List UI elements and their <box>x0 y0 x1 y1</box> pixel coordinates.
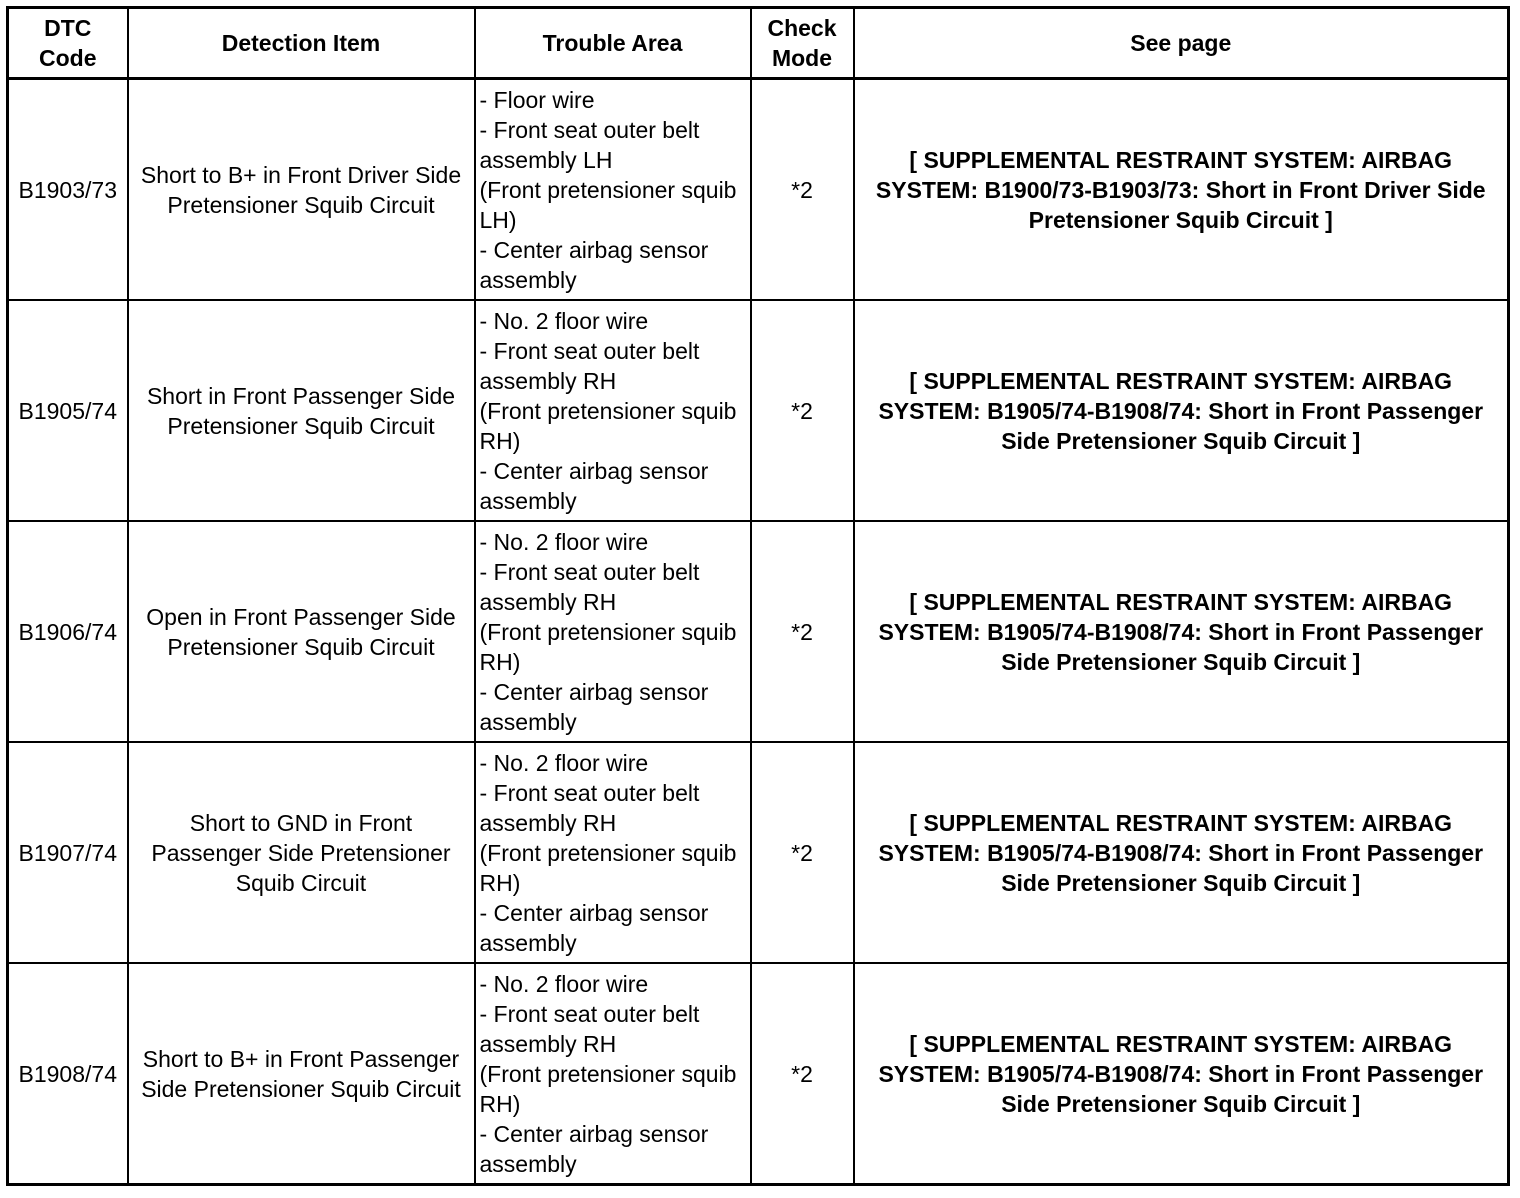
dtc-code-cell: B1905/74 <box>8 300 128 521</box>
table-row <box>8 300 1509 521</box>
trouble-area-line: (Front pretensioner squib RH) <box>479 1060 737 1117</box>
see-page-link[interactable]: [ SUPPLEMENTAL RESTRAINT SYSTEM: AIRBAG SYSTEM: B1905/74-B1908/74: Short in Front Passenger Side Pretensioner Squib Circuit ] <box>854 300 1509 521</box>
trouble-area-line: - Floor wire <box>479 86 595 113</box>
dtc-code-cell: B1908/74 <box>8 963 128 1185</box>
trouble-area-cell <box>475 79 751 301</box>
table-row <box>8 79 1509 301</box>
trouble-area-line: (Front pretensioner squib RH) <box>479 618 737 675</box>
trouble-area-line: - Center airbag sensor assembly <box>479 678 709 735</box>
trouble-area-line: - Front seat outer belt assembly RH <box>479 337 700 394</box>
table-row <box>8 521 1509 742</box>
header-dtc-code: DTC Code <box>8 8 128 79</box>
check-mode-cell: *2 <box>751 963 854 1185</box>
trouble-area-line: - No. 2 floor wire <box>479 970 649 997</box>
detection-item-cell: Short to B+ in Front Passenger Side Pretensioner Squib Circuit <box>128 963 475 1185</box>
trouble-area-cell <box>475 300 751 521</box>
trouble-area-line: (Front pretensioner squib LH) <box>479 176 737 233</box>
table-row <box>8 963 1509 1185</box>
trouble-area-cell <box>475 742 751 963</box>
header-trouble-area: Trouble Area <box>475 8 751 79</box>
detection-item-cell: Short in Front Passenger Side Pretensioner Squib Circuit <box>128 300 475 521</box>
trouble-area-cell <box>475 521 751 742</box>
trouble-area-line: - Front seat outer belt assembly LH <box>479 116 700 173</box>
trouble-area-line: - Front seat outer belt assembly RH <box>479 558 700 615</box>
check-mode-cell: *2 <box>751 742 854 963</box>
trouble-area-line: - Center airbag sensor assembly <box>479 457 709 514</box>
header-check-mode: Check Mode <box>751 8 854 79</box>
trouble-area-cell <box>475 963 751 1185</box>
table-row <box>8 742 1509 963</box>
dtc-code-cell: B1907/74 <box>8 742 128 963</box>
see-page-link[interactable]: [ SUPPLEMENTAL RESTRAINT SYSTEM: AIRBAG SYSTEM: B1905/74-B1908/74: Short in Front Passenger Side Pretensioner Squib Circuit ] <box>854 742 1509 963</box>
see-page-link[interactable]: [ SUPPLEMENTAL RESTRAINT SYSTEM: AIRBAG SYSTEM: B1900/73-B1903/73: Short in Front Driver Side Pretensioner Squib Circuit ] <box>854 79 1509 301</box>
dtc-code-cell: B1906/74 <box>8 521 128 742</box>
dtc-table <box>6 6 1510 1186</box>
check-mode-cell: *2 <box>751 300 854 521</box>
trouble-area-line: - No. 2 floor wire <box>479 749 649 776</box>
check-mode-cell: *2 <box>751 79 854 301</box>
trouble-area-line: - Center airbag sensor assembly <box>479 1120 709 1177</box>
check-mode-cell: *2 <box>751 521 854 742</box>
trouble-area-line: - Front seat outer belt assembly RH <box>479 779 700 836</box>
detection-item-cell: Short to GND in Front Passenger Side Pretensioner Squib Circuit <box>128 742 475 963</box>
see-page-link[interactable]: [ SUPPLEMENTAL RESTRAINT SYSTEM: AIRBAG SYSTEM: B1905/74-B1908/74: Short in Front Passenger Side Pretensioner Squib Circuit ] <box>854 521 1509 742</box>
header-row <box>8 8 1509 79</box>
dtc-code-cell: B1903/73 <box>8 79 128 301</box>
header-detection-item: Detection Item <box>128 8 475 79</box>
trouble-area-line: (Front pretensioner squib RH) <box>479 839 737 896</box>
trouble-area-line: - No. 2 floor wire <box>479 528 649 555</box>
see-page-link[interactable]: [ SUPPLEMENTAL RESTRAINT SYSTEM: AIRBAG SYSTEM: B1905/74-B1908/74: Short in Front Passenger Side Pretensioner Squib Circuit ] <box>854 963 1509 1185</box>
trouble-area-line: - No. 2 floor wire <box>479 307 649 334</box>
header-see-page: See page <box>854 8 1509 79</box>
trouble-area-line: (Front pretensioner squib RH) <box>479 397 737 454</box>
table-header <box>8 8 1509 79</box>
detection-item-cell: Open in Front Passenger Side Pretensioner Squib Circuit <box>128 521 475 742</box>
trouble-area-line: - Center airbag sensor assembly <box>479 899 709 956</box>
table-body <box>8 79 1509 1185</box>
trouble-area-line: - Front seat outer belt assembly RH <box>479 1000 700 1057</box>
trouble-area-line: - Center airbag sensor assembly <box>479 236 709 293</box>
detection-item-cell: Short to B+ in Front Driver Side Pretensioner Squib Circuit <box>128 79 475 301</box>
